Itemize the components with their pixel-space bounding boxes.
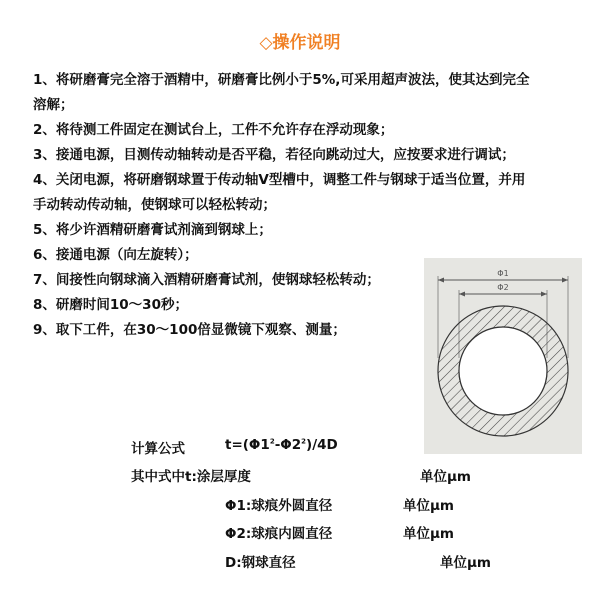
step-5: 5、将少许酒精研磨膏试剂滴到钢球上； [33, 222, 272, 238]
page-title: ◇操作说明 [259, 33, 341, 53]
where-thickness-label: 其中式中t:涂层厚度 [131, 469, 251, 485]
inner-diameter-label: Φ2 [497, 283, 509, 292]
inner-circle [459, 327, 547, 415]
ball-crater-diagram [424, 258, 582, 454]
step-1: 1、将研磨膏完全溶于酒精中，研磨膏比例小于5%,可采用超声波法，使其达到完全溶解； [33, 72, 530, 113]
step-9: 9、取下工件，在30～100倍显微镜下观察、测量； [33, 322, 346, 338]
phi1-label: Φ1:球痕外圆直径 [225, 498, 333, 514]
formula-label: 计算公式 [131, 441, 185, 457]
d-unit: 单位μm [440, 555, 492, 571]
outer-diameter-label: Φ1 [497, 269, 509, 278]
d-label: D:钢球直径 [225, 555, 296, 571]
step-7: 7、间接性向钢球滴入酒精研磨膏试剂，使钢球轻松转动； [33, 272, 380, 288]
phi2-unit: 单位μm [403, 526, 455, 542]
step-8: 8、研磨时间10～30秒； [33, 297, 188, 313]
phi1-unit: 单位μm [403, 498, 455, 514]
ring-svg [424, 258, 582, 454]
step-4: 4、关闭电源，将研磨钢球置于传动轴V型槽中，调整工件与钢球于适当位置，并用手动转动传动轴，使钢球可以轻松转动； [33, 172, 526, 213]
step-3: 3、接通电源，目测传动轴转动是否平稳，若径向跳动过大，应按要求进行调试； [33, 147, 515, 163]
where-thickness-unit: 单位μm [420, 469, 472, 485]
step-6: 6、接通电源（向左旋转）； [33, 247, 198, 263]
step-2: 2、将待测工件固定在测试台上，工件不允许存在浮动现象； [33, 122, 394, 138]
formula-expression: $t=(\Phi 1^2-\Phi 2^2)/4D$ [225, 437, 338, 453]
phi2-label: Φ2:球痕内圆直径 [225, 526, 333, 542]
